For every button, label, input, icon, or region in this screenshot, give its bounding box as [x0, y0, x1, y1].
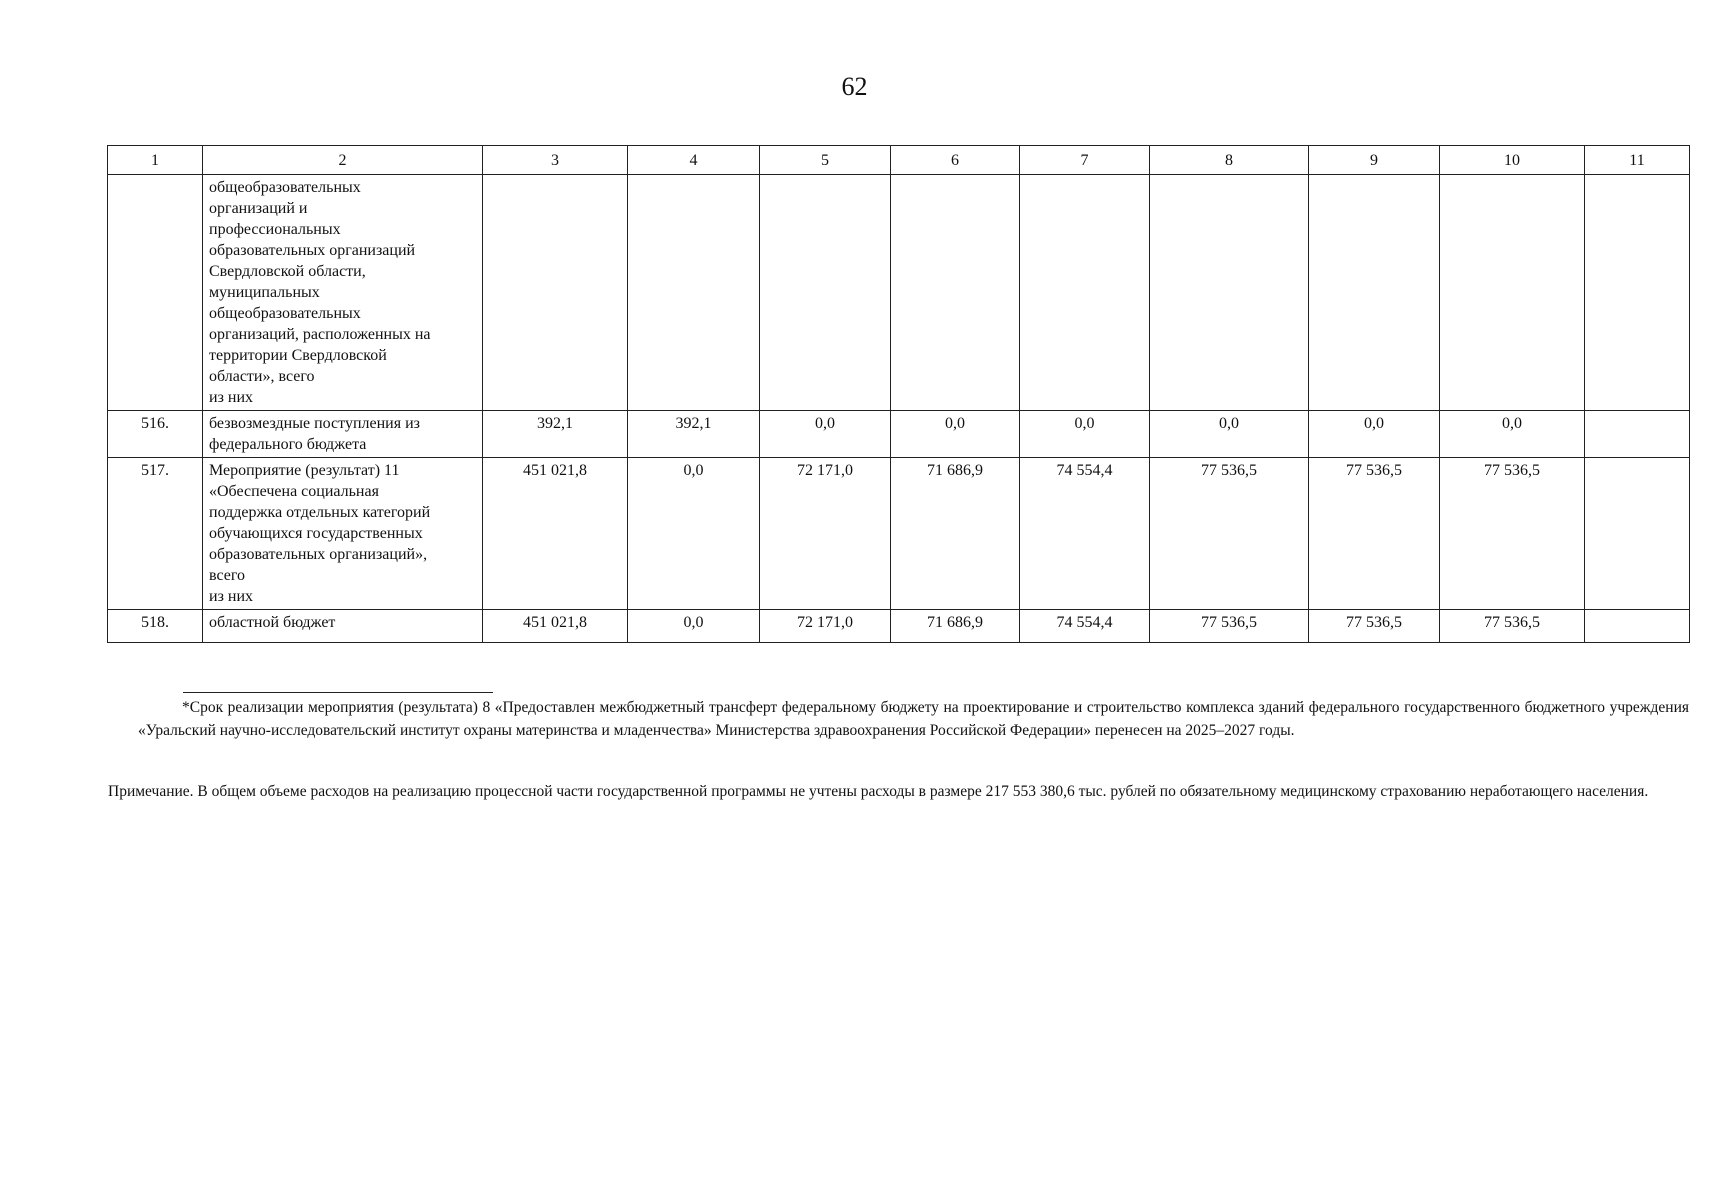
budget-table [107, 145, 1690, 643]
row-description: Мероприятие (результат) 11 «Обеспечена социальная поддержка отдельных категорий обучающихся государственных образовательных организаций», всего из них [203, 458, 483, 610]
value-cell: 0,0 [891, 411, 1020, 458]
value-cell: 72 171,0 [760, 458, 891, 610]
value-cell [1150, 175, 1309, 411]
value-cell [1585, 458, 1690, 610]
value-cell: 392,1 [628, 411, 760, 458]
value-cell: 77 536,5 [1150, 458, 1309, 610]
value-cell: 451 021,8 [483, 610, 628, 643]
row-number: 516. [108, 411, 203, 458]
value-cell: 77 536,5 [1150, 610, 1309, 643]
value-cell: 0,0 [760, 411, 891, 458]
value-cell [1309, 175, 1440, 411]
footnote-divider [183, 692, 493, 693]
column-header: 4 [628, 146, 760, 175]
column-header: 11 [1585, 146, 1690, 175]
value-cell: 77 536,5 [1440, 610, 1585, 643]
table-row [108, 175, 1690, 411]
value-cell: 71 686,9 [891, 458, 1020, 610]
value-cell: 0,0 [628, 458, 760, 610]
value-cell [760, 175, 891, 411]
column-header: 2 [203, 146, 483, 175]
value-cell [1585, 610, 1690, 643]
value-cell: 0,0 [628, 610, 760, 643]
value-cell: 77 536,5 [1309, 610, 1440, 643]
row-description: безвозмездные поступления из федерального бюджета [203, 411, 483, 458]
page-number: 62 [841, 72, 868, 101]
column-header: 7 [1020, 146, 1150, 175]
column-header: 5 [760, 146, 891, 175]
note-text: Примечание. В общем объеме расходов на реализацию процессной части государственной программы не учтены расходы в размере 217 553 380,6 тыс. рублей по обязательному медицинскому страхованию неработающего населения. [108, 783, 1649, 800]
footnote-text: *Срок реализации мероприятия (результата) 8 «Предоставлен межбюджетный трансферт федеральному бюджету на проектирование и строительство комплекса зданий федерального государственного бюджетного учреждения «Уральский научно-исследовательский институт охраны материнства и младенчества» Министерства здравоохранения Российской Федерации» перенесен на 2025–2027 годы. [138, 699, 1689, 739]
value-cell: 0,0 [1440, 411, 1585, 458]
value-cell: 71 686,9 [891, 610, 1020, 643]
table-row [108, 458, 1690, 610]
table-row [108, 610, 1690, 643]
column-header: 8 [1150, 146, 1309, 175]
column-header: 6 [891, 146, 1020, 175]
column-header: 9 [1309, 146, 1440, 175]
value-cell: 77 536,5 [1309, 458, 1440, 610]
value-cell: 451 021,8 [483, 458, 628, 610]
row-description: общеобразовательных организаций и профессиональных образовательных организаций Свердловской области, муниципальных общеобразовательных организаций, расположенных на территории Свердловской области», всего из них [203, 175, 483, 411]
value-cell: 392,1 [483, 411, 628, 458]
value-cell [1440, 175, 1585, 411]
column-header: 3 [483, 146, 628, 175]
value-cell: 77 536,5 [1440, 458, 1585, 610]
row-number: 518. [108, 610, 203, 643]
value-cell [891, 175, 1020, 411]
row-number [108, 175, 203, 411]
value-cell: 72 171,0 [760, 610, 891, 643]
value-cell: 74 554,4 [1020, 458, 1150, 610]
column-header: 10 [1440, 146, 1585, 175]
value-cell [483, 175, 628, 411]
value-cell [1020, 175, 1150, 411]
row-number: 517. [108, 458, 203, 610]
table-row [108, 411, 1690, 458]
value-cell [1585, 175, 1690, 411]
value-cell [1585, 411, 1690, 458]
table-header-row [108, 146, 1690, 175]
value-cell [628, 175, 760, 411]
value-cell: 0,0 [1150, 411, 1309, 458]
row-description: областной бюджет [203, 610, 483, 643]
value-cell: 0,0 [1309, 411, 1440, 458]
value-cell: 74 554,4 [1020, 610, 1150, 643]
value-cell: 0,0 [1020, 411, 1150, 458]
column-header: 1 [108, 146, 203, 175]
